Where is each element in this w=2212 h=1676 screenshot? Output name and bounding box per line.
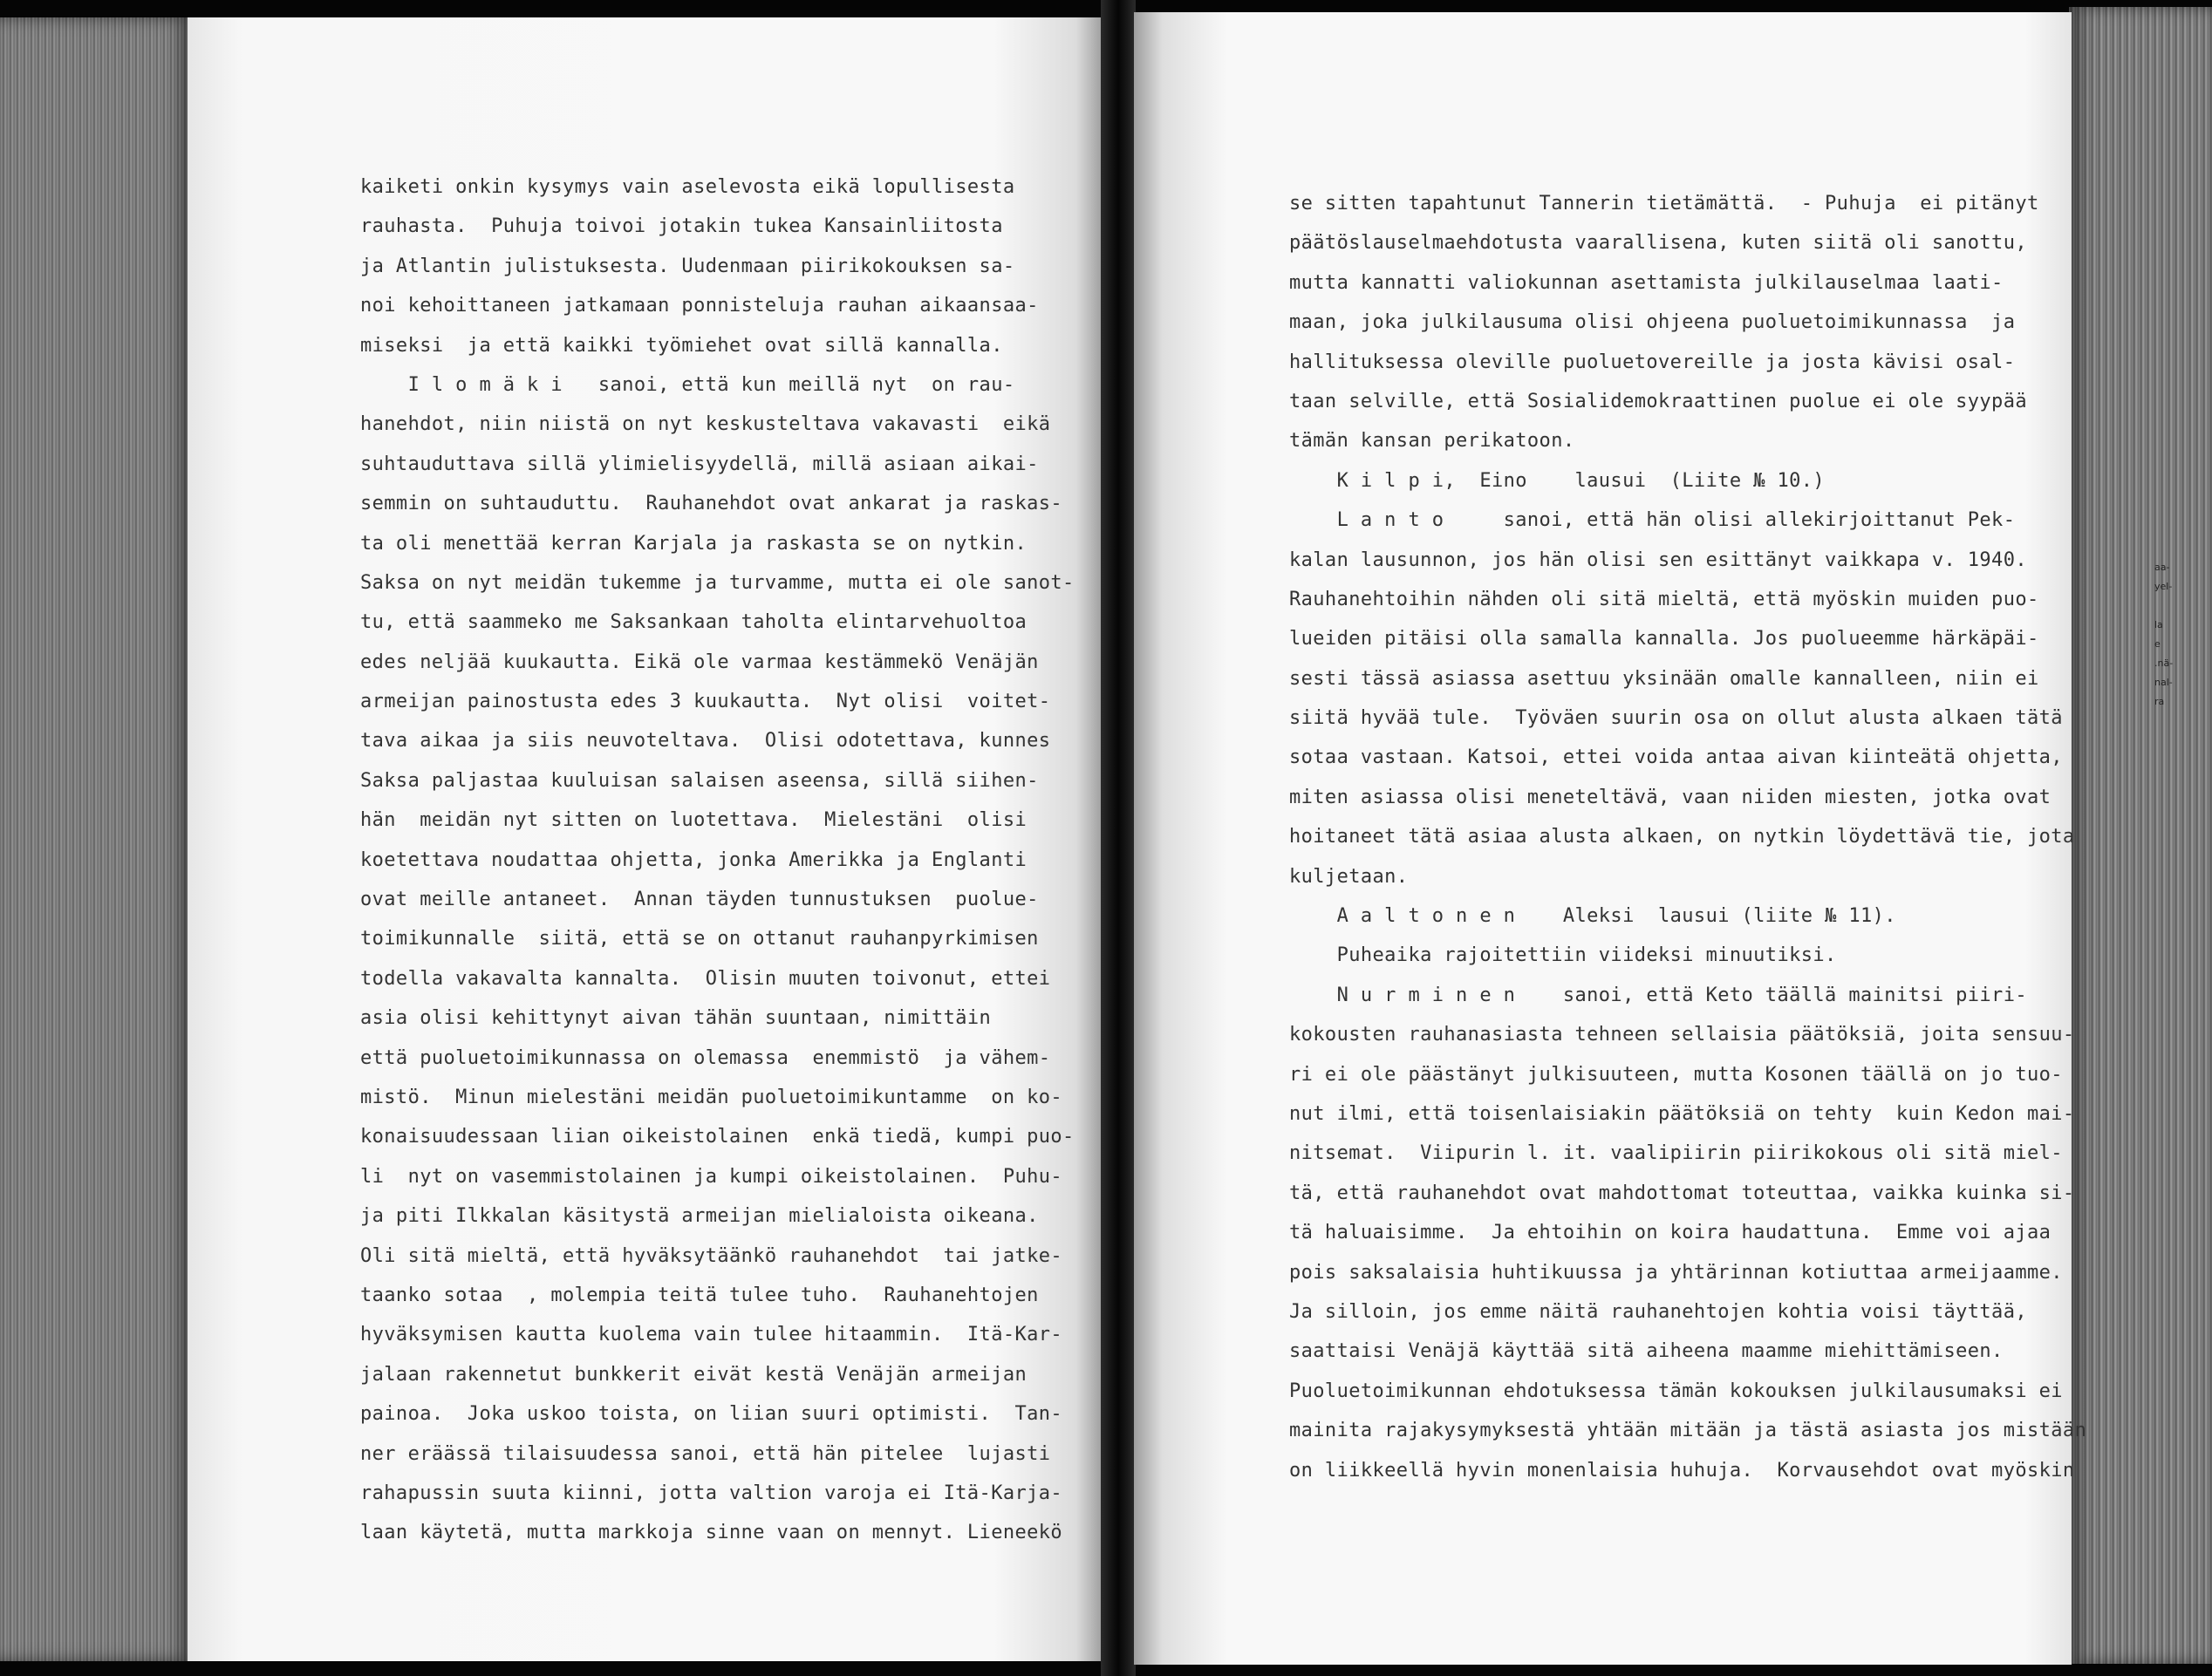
text-line: saattaisi Venäjä käyttää sitä aiheena maamme miehittämiseen.	[1289, 1340, 2004, 1363]
text-line: ner eräässä tilaisuudessa sanoi, että hän pitelee lujasti	[360, 1442, 1051, 1465]
text-line: semmin on suhtauduttu. Rauhanehdot ovat ankarat ja raskas-	[360, 493, 1063, 515]
text-line: N u r m i n e n sanoi, että Keto täällä mainitsi piiri-	[1289, 984, 2027, 1006]
text-line: miten asiassa olisi meneteltävä, vaan niiden miesten, jotka ovat	[1289, 786, 2052, 808]
text-line: tava aikaa ja siis neuvoteltava. Olisi odotettava, kunnes	[360, 730, 1051, 753]
text-line: Oli sitä mieltä, että hyväksytäänkö rauhanehdot tai jatke-	[360, 1244, 1063, 1267]
text-line: L a n t o sanoi, että hän olisi allekirjoittanut Pek-	[1289, 509, 2016, 532]
text-line: hoitaneet tätä asiaa alusta alkaen, on nytkin löydettävä tie, jota	[1289, 826, 2075, 848]
text-line: Saksa on nyt meidän tukemme ja turvamme, mutta ei ole sanot-	[360, 571, 1075, 594]
text-line: ta oli menettää kerran Karjala ja raskasta se on nytkin.	[360, 532, 1027, 555]
right-page	[1134, 12, 2087, 1665]
text-line: taan selville, että Sosialidemokraattinen puolue ei ole syypää	[1289, 390, 2027, 412]
text-line: siitä hyvää tule. Työväen suurin osa on ollut alusta alkaen tätä	[1289, 707, 2063, 730]
text-line: K i l p i, Eino lausui (Liite № 10.)	[1289, 469, 1826, 492]
text-line: konaisuudessaan liian oikeistolainen enkä tiedä, kumpi puo-	[360, 1126, 1075, 1148]
text-line: sotaa vastaan. Katsoi, ettei voida antaa aivan kiinteätä ohjetta,	[1289, 746, 2063, 769]
text-line: nut ilmi, että toisenlaisiakin päätöksiä on tehty kuin Kedon mai-	[1289, 1102, 2075, 1125]
text-line: asia olisi kehittynyt aivan tähän suuntaan, nimittäin	[360, 1007, 992, 1030]
text-line: ri ei ole päästänyt julkisuuteen, mutta Kosonen täällä on jo tuo-	[1289, 1063, 2063, 1086]
text-line: kaiketi onkin kysymys vain aselevosta eikä lopullisesta	[360, 176, 1015, 198]
right-page-text	[1289, 184, 2086, 1490]
text-line: se sitten tapahtunut Tannerin tietämättä. - Puhuja ei pitänyt	[1289, 193, 2039, 215]
text-line: päätöslauselmaehdotusta vaarallisena, kuten siitä oli sanottu,	[1289, 232, 2027, 255]
text-line: rauhasta. Puhuja toivoi jotakin tukea Kansainliitosta	[360, 215, 1003, 238]
text-line: mistö. Minun mielestäni meidän puoluetoimikuntamme on ko-	[360, 1086, 1063, 1108]
text-line: kuljetaan.	[1289, 865, 1409, 888]
left-page-stack	[0, 17, 192, 1661]
text-line: lueiden pitäisi olla samalla kannalla. Jos puolueemme härkäpäi-	[1289, 628, 2039, 651]
left-page-text	[360, 167, 1075, 1553]
text-line: painoa. Joka uskoo toista, on liian suuri optimisti. Tan-	[360, 1403, 1063, 1426]
right-page-stack	[2069, 7, 2212, 1664]
text-line: että puoluetoimikunnassa on olemassa enemmistö ja vähem-	[360, 1046, 1051, 1069]
text-line: pois saksalaisia huhtikuussa ja yhtärinnan kotiuttaa armeijaamme.	[1289, 1261, 2063, 1284]
text-line: Ja silloin, jos emme näitä rauhanehtojen kohtia voisi täyttää,	[1289, 1300, 2027, 1323]
text-line: hyväksymisen kautta kuolema vain tulee hitaammin. Itä-Kar-	[360, 1324, 1063, 1346]
text-line: kalan lausunnon, jos hän olisi sen esittänyt vaikkapa v. 1940.	[1289, 548, 2027, 571]
text-line: tu, että saammeko me Saksankaan taholta elintarvehuoltoa	[360, 611, 1027, 634]
text-line: edes neljää kuukautta. Eikä ole varmaa kestämmekö Venäjän	[360, 651, 1039, 673]
text-line: Puoluetoimikunnan ehdotuksessa tämän kokouksen julkilausumaksi ei	[1289, 1380, 2063, 1402]
text-line: Saksa paljastaa kuuluisan salaisen aseensa, sillä siihen-	[360, 769, 1039, 792]
text-line: mainita rajakysymyksestä yhtään mitään ja tästä asiasta jos mistään	[1289, 1420, 2087, 1442]
text-line: taanko sotaa , molempia teitä tulee tuho. Rauhanehtojen	[360, 1284, 1039, 1306]
text-line: A a l t o n e n Aleksi lausui (liite № 11).	[1289, 905, 1896, 928]
text-line: koetettava noudattaa ohjetta, jonka Amerikka ja Englanti	[360, 848, 1027, 871]
text-line: tä haluaisimme. Ja ehtoihin on koira haudattuna. Emme voi ajaa	[1289, 1222, 2052, 1244]
text-line: tä, että rauhanehdot ovat mahdottomat toteuttaa, vaikka kuinka si-	[1289, 1182, 2075, 1204]
text-line: hanehdot, niin niistä on nyt keskusteltava vakavasti eikä	[360, 413, 1051, 436]
text-line: sesti tässä asiassa asettuu yksinään omalle kannalleen, niin ei	[1289, 667, 2039, 690]
text-line: miseksi ja että kaikki työmiehet ovat sillä kannalla.	[360, 334, 1003, 357]
text-line: I l o m ä k i sanoi, että kun meillä nyt on rau-	[360, 373, 1015, 396]
text-line: Puheaika rajoitettiin viideksi minuutiksi.	[1289, 944, 1837, 967]
text-line: mutta kannatti valiokunnan asettamista julkilauselmaa laati-	[1289, 271, 2004, 294]
text-line: toimikunnalle siitä, että se on ottanut rauhanpyrkimisen	[360, 928, 1039, 950]
text-line: noi kehoittaneen jatkamaan ponnisteluja rauhan aikaansaa-	[360, 295, 1039, 317]
text-line: li nyt on vasemmistolainen ja kumpi oikeistolainen. Puhu-	[360, 1165, 1063, 1188]
text-line: Rauhanehtoihin nähden oli sitä mieltä, että myöskin muiden puo-	[1289, 588, 2039, 610]
text-line: jalaan rakennetut bunkkerit eivät kestä Venäjän armeijan	[360, 1363, 1027, 1386]
text-line: armeijan painostusta edes 3 kuukautta. Nyt olisi voitet-	[360, 691, 1051, 713]
text-line: maan, joka julkilausuma olisi ohjeena puoluetoimikunnassa ja	[1289, 311, 2016, 334]
text-line: nitsemat. Viipurin l. it. vaalipiirin piirikokous oli sitä miel-	[1289, 1142, 2063, 1165]
text-line: kokousten rauhanasiasta tehneen sellaisia päätöksiä, joita sensuu-	[1289, 1024, 2075, 1046]
text-line: hallituksessa oleville puoluetovereille ja josta kävisi osal-	[1289, 351, 2016, 373]
book-gutter	[1101, 0, 1136, 1676]
text-line: suhtauduttava sillä ylimielisyydellä, millä asiaan aikai-	[360, 453, 1039, 475]
left-page	[188, 17, 1103, 1661]
text-line: ovat meille antaneet. Annan täyden tunnustuksen puolue-	[360, 889, 1039, 911]
text-line: ja Atlantin julistuksesta. Uudenmaan piirikokouksen sa-	[360, 255, 1015, 277]
text-line: on liikkeellä hyvin monenlaisia huhuja. Korvausehdot ovat myöskin	[1289, 1459, 2075, 1482]
text-line: tämän kansan perikatoon.	[1289, 430, 1575, 453]
text-line: todella vakavalta kannalta. Olisin muuten toivonut, ettei	[360, 967, 1051, 990]
page-edge-marks: aa- yel- la e .nä- nal- ra	[2154, 562, 2174, 707]
text-line: laan käytetä, mutta markkoja sinne vaan on mennyt. Lieneekö	[360, 1522, 1063, 1544]
text-line: hän meidän nyt sitten on luotettava. Mielestäni olisi	[360, 809, 1027, 832]
text-line: ja piti Ilkkalan käsitystä armeijan mielialoista oikeana.	[360, 1205, 1039, 1228]
text-line: rahapussin suuta kiinni, jotta valtion varoja ei Itä-Karja-	[360, 1482, 1063, 1504]
